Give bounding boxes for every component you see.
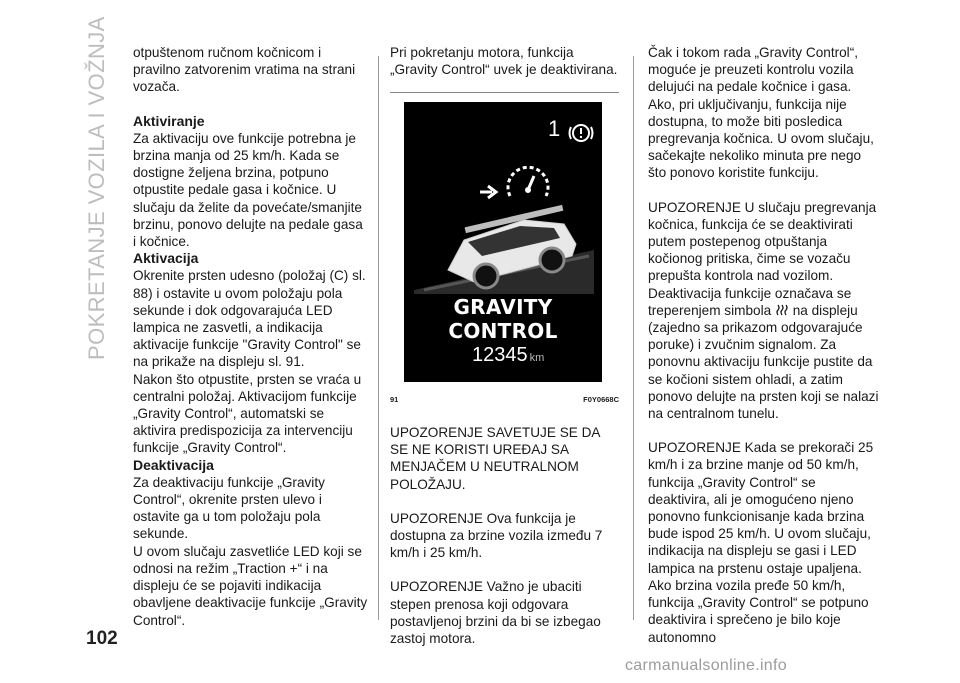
paragraph: Za aktivaciju ove funkcije potrebna je brzina manja od 25 km/h. Kada se dostigne željena brzina, potpuno otpustite pedale gasa i kočnice. U slučaju da želite da povećate/smanjite brzinu, ponovo delujte na pedale gasa i kočnice. (133, 130, 363, 250)
warning-3: UPOZORENJE Važno je ubaciti stepen prenosa koji odgovara postavljenoj brzini da bi se izbegao zastoj motora. (390, 579, 601, 647)
warning-2: UPOZORENJE Ova funkcija je dostupna za brzine vozila između 7 km/h i 25 km/h. (390, 510, 603, 561)
column-2 (390, 44, 620, 78)
warning-1 (648, 199, 880, 423)
figure-caption (390, 395, 619, 404)
figure-number: 91 (390, 395, 399, 404)
paragraph: Pri pokretanju motora, funkcija „Gravity Control“ uvek je deaktivirana. (390, 45, 618, 78)
paragraph: Čak i tokom rada „Gravity Control“, moguće je preuzeti kontrolu vozila delujući na pedale kočnice i gasa. Ako, pri uključivanju, funkcija nije dostupna, to može biti posledica pregrevanja kočnica. U ovom slučaju, sačekajte nekoliko minuta pre nego što ponovo koristite funkciju. (648, 45, 874, 181)
warning-1-part-b: na displeju (zajedno sa prikazom odgovarajuće poruke) i zvučnim signalom. Za ponovnu aktivaciju funkcije pustite da se kočioni sistem ohladi, a zatim ponovo delujte na prsten koji se nalazi na centralnom tunelu. (648, 302, 879, 422)
odometer-unit: km (529, 352, 545, 364)
watermark: carmanualsonline.info (625, 657, 787, 674)
odometer (472, 344, 544, 367)
column-2-warnings (390, 424, 620, 647)
gravity-control-warning-icon (566, 118, 596, 148)
warning-2: UPOZORENJE Kada se prekorači 25 km/h i za brzine manje od 50 km/h, funkcija „Gravity Control“ se deaktivira, ali je omogućeno njeno ponovno funkcionisanje kada brzina bude ispod 25 km/h. U ovom slučaju, indikacija na displeju se gasi i LED lampica na prstenu ostaje upaljena. Ako brzina vozila pređe 50 km/h, funkcija „Gravity Control“ se potpuno deaktivira i sprečeno je bilo koje autonomno (648, 440, 874, 645)
heading-deactivation: Deaktivacija (133, 456, 214, 473)
odometer-value: 12345 (472, 344, 528, 366)
figure-91 (390, 100, 619, 390)
brake-overheat-icon (775, 304, 789, 317)
figure-top-rule (390, 92, 619, 93)
paragraph: Nakon što otpustite, prsten se vraća u centralni položaj. Aktivacijom funkcije „Gravity Control“, automatski se aktivira predispozicija za intervenciju funkcije „Gravity Control“. (133, 371, 362, 456)
column-divider (633, 56, 634, 620)
paragraph: Okrenite prsten udesno (položaj (C) sl. 88) i ostavite u ovom položaju pola sekunde i dok odgovarajuća LED lampica ne zasvetli, a indikacija aktivacije funkcije "Gravity Control" se na prikaže na displeju sl. 91. (133, 268, 366, 370)
instrument-display (404, 102, 602, 382)
figure-code: F0Y0668C (583, 395, 619, 404)
column-3 (648, 44, 880, 646)
section-side-title: POKRETANJE VOZILA I VOŽNJA (84, 16, 109, 360)
heading-activation-2: Aktivacija (133, 250, 199, 267)
paragraph: U ovom slučaju zasvetliće LED koji se odnosi na režim „Traction +“ i na displeju će se pojaviti indikacija obavljene deaktivacije funkcije „Gravity Control“. (133, 543, 368, 628)
column-1 (133, 44, 368, 629)
display-message: GRAVITY CONTROL (448, 295, 558, 343)
heading-activation: Aktiviranje (133, 112, 205, 129)
paragraph: otpuštenom ručnom kočnicom i pravilno zatvorenim vratima na strani vozača. (133, 45, 356, 95)
paragraph: Za deaktivaciju funkcije „Gravity Control“, okrenite prsten ulevo i ostavite ga u tom položaju pola sekunde. (133, 474, 325, 542)
car-on-slope-icon (404, 194, 602, 294)
page-number: 102 (86, 628, 118, 649)
column-divider (378, 56, 379, 620)
gear-indicator: 1 (548, 116, 561, 141)
warning-1: UPOZORENJE SAVETUJE SE DA SE NE KORISTI UREĐAJ SA MENJAČEM U NEUTRALNOM POLOŽAJU. (390, 425, 600, 492)
warning-1-part-a: UPOZORENJE U slučaju pregrevanja kočnica, funkcija će se deaktivirati putem postepenog otpuštanja kočionog pritiska, čime se vozaču prepušta kontrola nad vozilom. Deaktivacija funkcije označava se treperenjem simbola (648, 199, 877, 318)
